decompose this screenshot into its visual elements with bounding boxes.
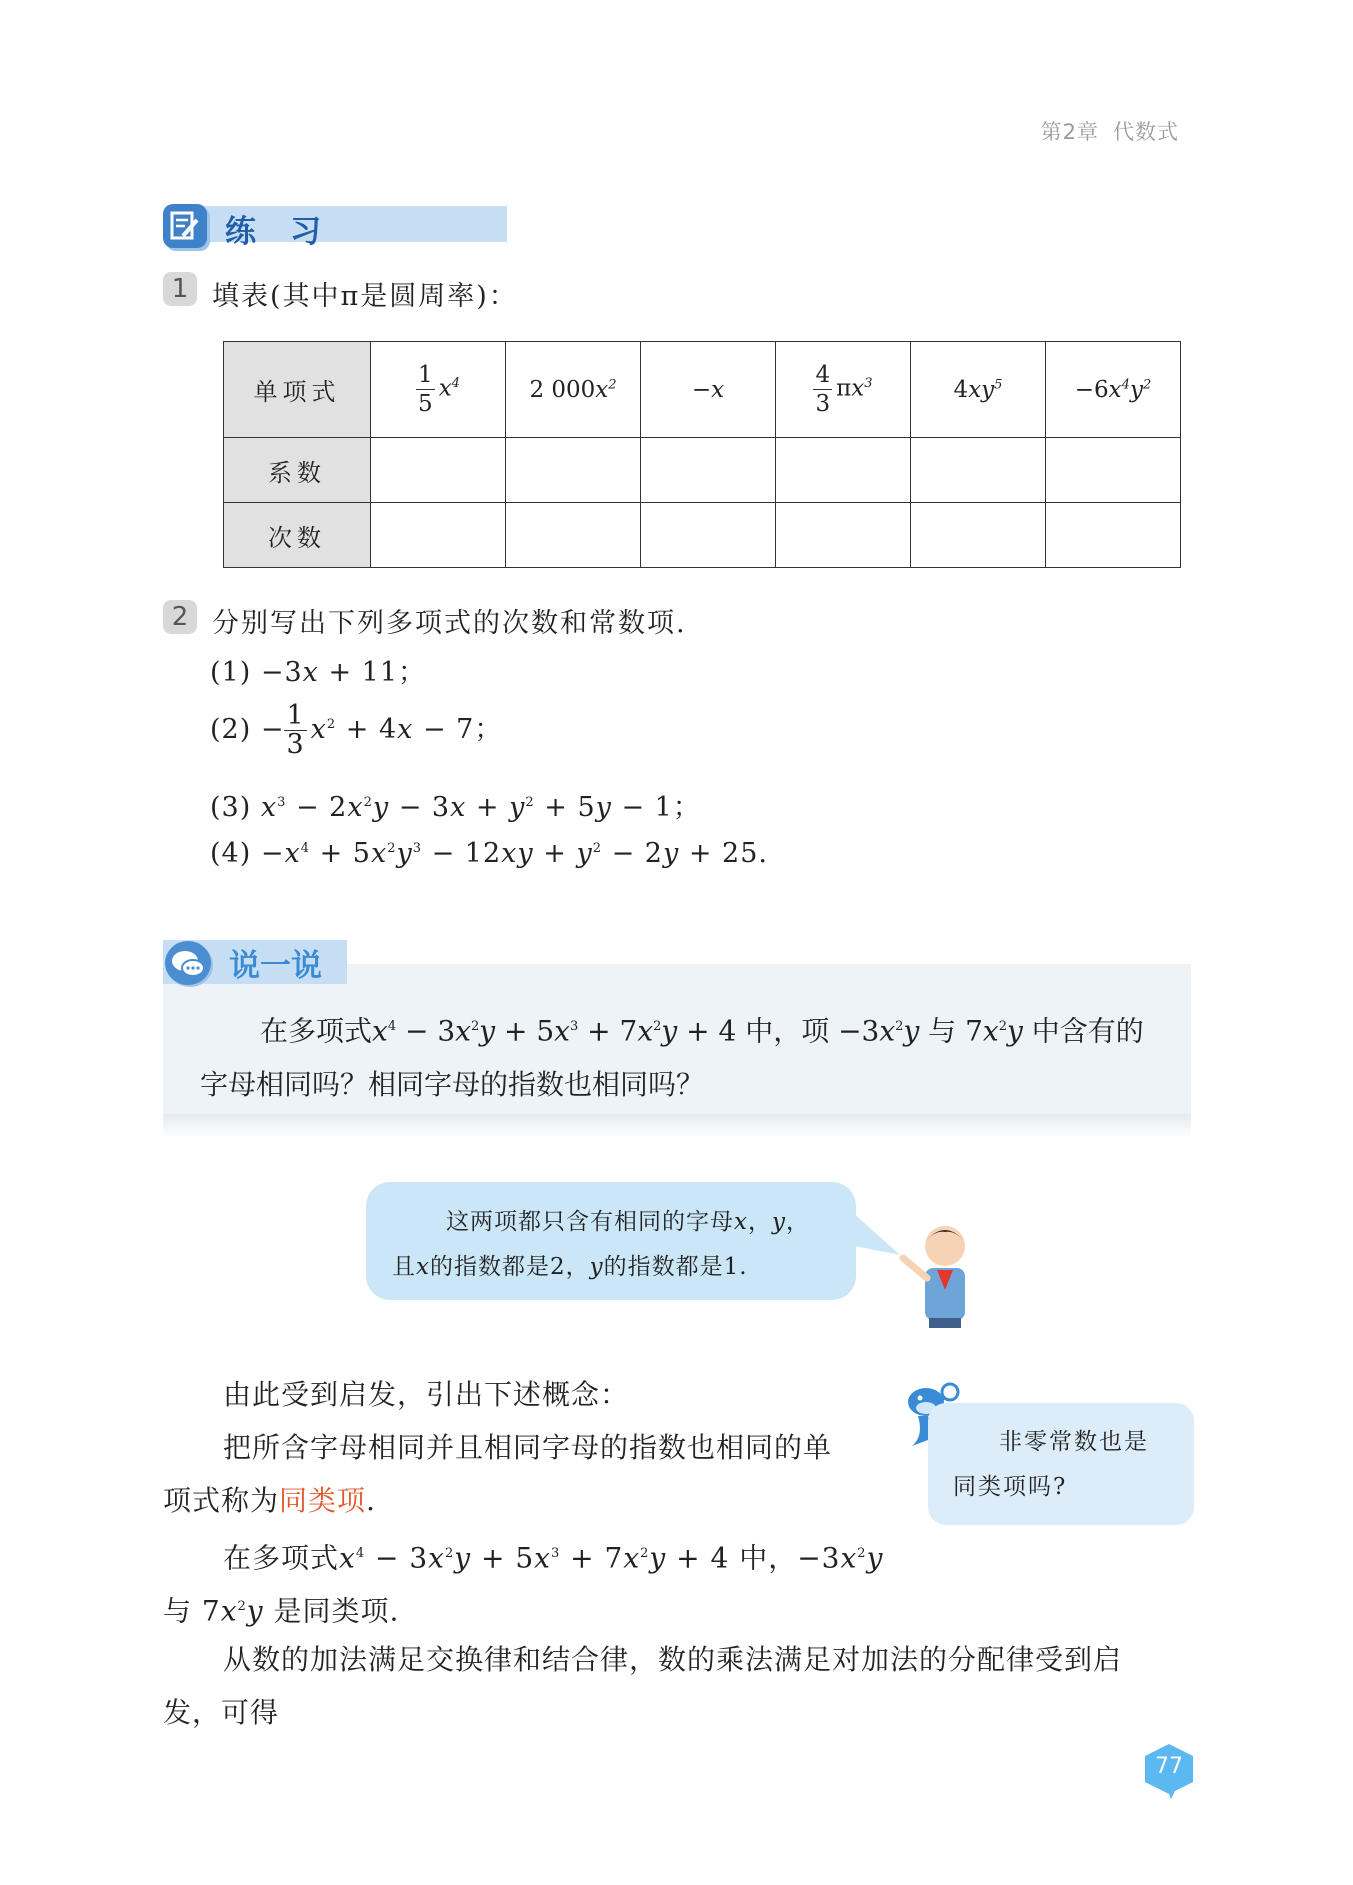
- table-row: [224, 342, 1181, 438]
- answer-cell[interactable]: [371, 438, 506, 503]
- row-header-monomial: 单项式: [224, 342, 371, 438]
- table-cell: 2 $000x^2$: [506, 342, 641, 438]
- row-header-degree: 次数: [224, 503, 371, 568]
- table-row: [224, 503, 1181, 568]
- answer-cell[interactable]: [1046, 503, 1181, 568]
- table-cell: −x: [641, 342, 776, 438]
- table-row: [224, 438, 1181, 503]
- row-header-coefficient: 系数: [224, 438, 371, 503]
- page-number: 77: [1155, 1754, 1183, 1779]
- table-cell: $\frac{4}{3}$ $\pi x^3$: [776, 342, 911, 438]
- body-paragraph: 发，可得: [163, 1696, 280, 1729]
- discussion-text: 在多项式$x^4 - 3x^2y + 5x^3 + 7x^2y + 4$ 中，项 $-3x^2y$ 与 $7x^2y$ 中含有的 字母相同吗？相同字母的指数也相同吗？: [200, 1014, 1144, 1102]
- question-2-text: 分别写出下列多项式的次数和常数项.: [212, 608, 687, 639]
- list-item: (3) $x^3 - 2x^2y - 3x + y^2 + 5y - 1$；: [210, 792, 701, 823]
- body-paragraph: 由此受到启发，引出下述概念：: [223, 1378, 630, 1411]
- table-cell: $-6x^4y^2$: [1046, 342, 1181, 438]
- chat-bubble-icon: [165, 941, 211, 985]
- body-paragraph: 把所含字母相同并且相同字母的指数也相同的单: [223, 1431, 833, 1464]
- page-number-badge: [1141, 1742, 1197, 1800]
- chapter-label: 第2章: [1040, 120, 1099, 144]
- monomial-table: [223, 341, 1181, 568]
- side-note-text: 非零常数也是 同类项吗?: [953, 1429, 1149, 1500]
- chapter-title: 代数式: [1113, 120, 1179, 144]
- answer-cell[interactable]: [371, 503, 506, 568]
- question-2-number: 2: [163, 600, 197, 634]
- body-paragraph: 与 $7x^2y$ 是同类项.: [163, 1594, 400, 1628]
- student-boy-illustration: [895, 1218, 991, 1328]
- answer-cell[interactable]: [641, 503, 776, 568]
- list-item: $(4) -x^4 + 5x^2y^3 - 12xy + y^2 - 2y + 25$.: [210, 838, 768, 869]
- question-1-text: 填表(其中π是圆周率)：: [212, 281, 518, 312]
- answer-cell[interactable]: [1046, 438, 1181, 503]
- practice-title: 练习: [225, 214, 355, 250]
- answer-cell[interactable]: [911, 438, 1046, 503]
- question-1-number: 1: [163, 272, 197, 306]
- answer-cell[interactable]: [911, 503, 1046, 568]
- body-paragraph: 从数的加法满足交换律和结合律，数的乘法满足对加法的分配律受到启: [223, 1643, 1123, 1676]
- discussion-title: 说一说: [229, 948, 322, 984]
- table-cell: $4xy^5$: [911, 342, 1046, 438]
- answer-cell[interactable]: [776, 438, 911, 503]
- speech-bubble-text: 这两项都只含有相同的字母x，y， 且x的指数都是2，y的指数都是1.: [392, 1209, 810, 1280]
- body-paragraph: 在多项式$x^4 - 3x^2y + 5x^3 + 7x^2y + 4$ 中，$-3x^2y$: [223, 1541, 884, 1575]
- edit-icon: [163, 204, 207, 248]
- answer-cell[interactable]: [506, 438, 641, 503]
- list-item: (2) − $\frac{1}{3}$ $x^2 + 4x - 7$；: [210, 700, 503, 760]
- body-paragraph: 项式称为同类项.: [163, 1484, 376, 1517]
- answer-cell[interactable]: [641, 438, 776, 503]
- discussion-shadow: [163, 1114, 1191, 1138]
- list-item: (1) −3x + 11；: [210, 657, 427, 688]
- practice-heading: [163, 204, 507, 250]
- table-cell: $\frac{1}{5}$ $x^4$: [371, 342, 506, 438]
- answer-cell[interactable]: [506, 503, 641, 568]
- answer-cell[interactable]: [776, 503, 911, 568]
- running-header: [1027, 116, 1179, 146]
- key-term: 同类项: [279, 1484, 367, 1517]
